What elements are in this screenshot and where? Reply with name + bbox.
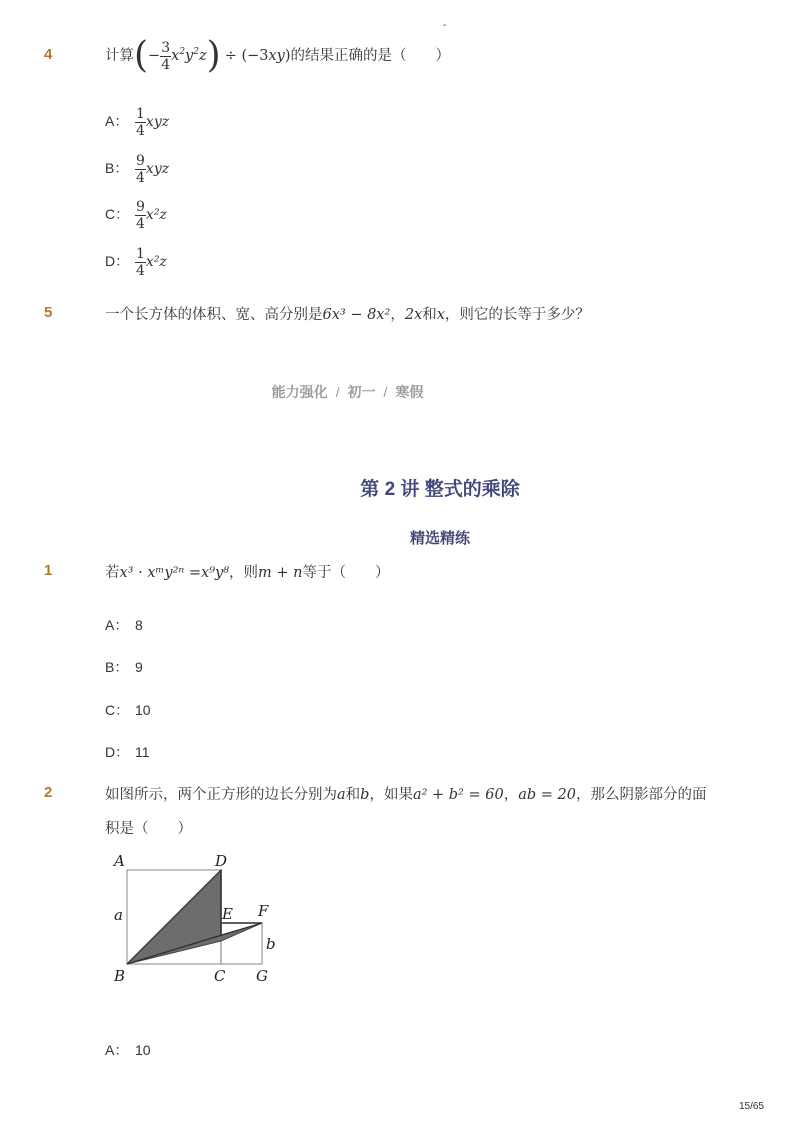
option-label: A： xyxy=(105,617,129,633)
q5-volume-expr: 6x³ − 8x² xyxy=(322,307,391,323)
q4-minus: − xyxy=(148,47,161,64)
frac-den: 4 xyxy=(136,170,145,186)
question-number: 2 xyxy=(44,784,53,801)
breadcrumb-separator: / xyxy=(335,384,340,400)
top-mark: - xyxy=(443,20,447,31)
p1-suffix: 等于（ ） xyxy=(302,565,390,581)
p2-expr-2: ab = 20 xyxy=(518,787,576,803)
label-F: F xyxy=(258,902,269,920)
option-label: D： xyxy=(105,744,130,760)
question-4-text xyxy=(105,35,451,76)
frac-den: 4 xyxy=(136,216,145,232)
option-fraction xyxy=(135,246,146,279)
q5-and: 和 xyxy=(422,307,437,323)
q4-monomial: $x^2y^2z$ xyxy=(171,47,207,64)
q4-option-c[interactable] xyxy=(105,199,167,232)
option-label: C： xyxy=(105,206,130,223)
label-b: b xyxy=(266,935,276,953)
frac-den: 4 xyxy=(136,123,145,139)
label-a: a xyxy=(114,906,123,924)
practice-2-line-2: 积是（ ） xyxy=(105,821,192,837)
p1-mid: ，则 xyxy=(229,565,259,581)
frac-num: 1 xyxy=(136,246,145,262)
option-label: A： xyxy=(105,113,129,130)
q4-fraction xyxy=(160,40,171,73)
option-value: 11 xyxy=(135,744,150,760)
p2-text-a: 如图所示，两个正方形的边长分别为 xyxy=(105,787,337,803)
option-value: 9 xyxy=(135,659,143,675)
option-expr: x²z xyxy=(145,254,167,271)
option-label: C： xyxy=(105,702,130,718)
p1-prefix: 若 xyxy=(105,565,120,581)
label-G: G xyxy=(256,967,268,985)
q4-frac-num: 3 xyxy=(161,39,171,56)
frac-num: 9 xyxy=(136,199,145,215)
p2-text-c: ，那么阴影部分的面 xyxy=(575,787,707,803)
q5-height-expr: x xyxy=(436,307,445,323)
option-expr: xyz xyxy=(145,114,170,131)
q4-div-expr: ÷ (−3 xyxy=(224,47,269,64)
question-5-text xyxy=(105,303,590,324)
p2-and: 和 xyxy=(345,787,361,803)
option-fraction xyxy=(135,153,146,186)
question-number: 1 xyxy=(44,562,53,579)
p1-equation: x³ · xᵐy²ⁿ =x⁹y⁸ xyxy=(119,565,230,581)
practice-2-line-1 xyxy=(105,783,706,804)
frac-num: 1 xyxy=(136,106,145,122)
q4-div-var: xy xyxy=(268,47,285,64)
p2-option-a[interactable] xyxy=(105,1040,151,1060)
q5-text-b: ，则它的长等于多少？ xyxy=(444,307,590,323)
breadcrumb-item: 能力强化 xyxy=(271,384,328,400)
q4-frac-den: 4 xyxy=(161,56,171,73)
label-D: D xyxy=(215,852,228,870)
option-label: B： xyxy=(105,160,129,177)
p2-var-b: b xyxy=(360,787,370,803)
squares-figure xyxy=(108,846,283,986)
p1-sum-expr: m + n xyxy=(258,565,303,581)
question-number: 4 xyxy=(44,46,53,63)
breadcrumb xyxy=(0,382,695,402)
option-value: 10 xyxy=(135,702,151,718)
lecture-title: 第 2 讲 整式的乘除 xyxy=(360,479,520,500)
left-paren: ( xyxy=(134,35,149,76)
q5-width-expr: 2x xyxy=(404,307,423,323)
q4-option-a[interactable] xyxy=(105,106,169,139)
frac-num: 9 xyxy=(136,153,145,169)
p1-option-b[interactable] xyxy=(105,657,143,677)
p2-text-b: ，如果 xyxy=(369,787,413,803)
q4-suffix: 的结果正确的是（ ） xyxy=(290,47,451,64)
p1-option-c[interactable] xyxy=(105,700,151,720)
breadcrumb-item: 寒假 xyxy=(395,384,424,400)
p1-option-d[interactable] xyxy=(105,742,150,762)
label-A: A xyxy=(114,852,125,870)
q4-option-b[interactable] xyxy=(105,153,169,186)
right-paren: ) xyxy=(206,35,221,76)
q4-prefix: 计算 xyxy=(105,47,134,64)
frac-den: 4 xyxy=(136,263,145,279)
section-title: 精选精练 xyxy=(409,530,470,547)
breadcrumb-separator: / xyxy=(383,384,388,400)
q4-divisor xyxy=(225,48,291,64)
label-C: C xyxy=(214,967,226,985)
p2-expr-1: a² + b² = 60 xyxy=(412,787,504,803)
breadcrumb-item: 初一 xyxy=(347,384,376,400)
option-fraction xyxy=(135,106,146,139)
option-fraction xyxy=(135,199,146,232)
option-expr: x²z xyxy=(145,207,167,224)
practice-1-text xyxy=(105,561,390,582)
p1-option-a[interactable] xyxy=(105,615,143,635)
option-label: D： xyxy=(105,253,130,270)
option-value: 10 xyxy=(135,1042,151,1058)
question-number: 5 xyxy=(44,304,53,321)
q4-option-d[interactable] xyxy=(105,246,167,279)
q4-div-close: ) xyxy=(284,47,291,64)
q5-text-a: 一个长方体的体积、宽、高分别是 xyxy=(105,307,323,323)
p2-comma: ， xyxy=(503,787,519,803)
option-value: 8 xyxy=(135,617,143,633)
option-label: A： xyxy=(105,1042,129,1058)
label-B: B xyxy=(114,967,126,985)
p2-var-a: a xyxy=(337,787,346,803)
page-number: 15/65 xyxy=(738,1101,764,1112)
label-E: E xyxy=(222,905,233,923)
option-expr: xyz xyxy=(145,161,170,178)
q5-sep: ， xyxy=(390,307,405,323)
option-label: B： xyxy=(105,659,129,675)
